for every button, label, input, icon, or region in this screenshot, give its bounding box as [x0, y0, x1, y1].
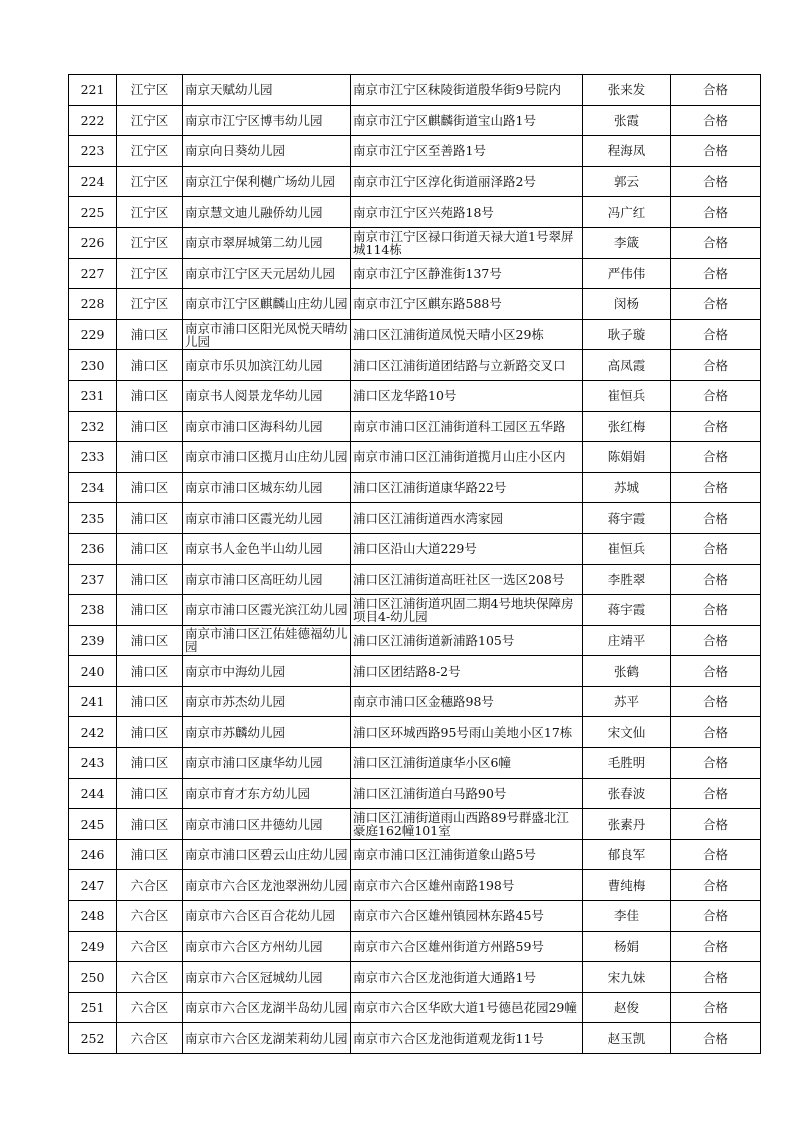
result-cell: 合格	[671, 75, 761, 106]
district-cell: 浦口区	[117, 350, 183, 381]
person-in-charge-cell: 张来发	[583, 75, 671, 106]
address-cell: 南京市江宁区淳化街道丽泽路2号	[351, 166, 583, 197]
district-cell: 江宁区	[117, 136, 183, 167]
table-row	[69, 75, 761, 106]
person-in-charge-cell: 高凤霞	[583, 350, 671, 381]
person-in-charge-cell: 张霞	[583, 105, 671, 136]
district-cell: 江宁区	[117, 166, 183, 197]
address-cell: 南京市六合区雄州镇园林东路45号	[351, 901, 583, 932]
result-cell: 合格	[671, 962, 761, 993]
district-cell: 江宁区	[117, 197, 183, 228]
kindergarten-name-cell: 南京市六合区龙池翠洲幼儿园	[183, 870, 351, 901]
district-cell: 浦口区	[117, 839, 183, 870]
district-cell: 浦口区	[117, 533, 183, 564]
person-in-charge-cell: 李箴	[583, 227, 671, 258]
address-cell: 南京市六合区雄州南路198号	[351, 870, 583, 901]
result-cell: 合格	[671, 166, 761, 197]
table-row	[69, 442, 761, 473]
district-cell: 浦口区	[117, 442, 183, 473]
address-cell: 南京市江宁区麒麟街道宝山路1号	[351, 105, 583, 136]
kindergarten-name-cell: 南京市中海幼儿园	[183, 656, 351, 687]
address-cell: 浦口区环城西路95号雨山美地小区17栋	[351, 717, 583, 748]
address-cell: 浦口区江浦街道新浦路105号	[351, 625, 583, 656]
person-in-charge-cell: 李佳	[583, 901, 671, 932]
district-cell: 六合区	[117, 992, 183, 1023]
kindergarten-name-cell: 南京市苏杰幼儿园	[183, 686, 351, 717]
person-in-charge-cell: 苏城	[583, 472, 671, 503]
row-number: 224	[69, 166, 117, 197]
result-cell: 合格	[671, 258, 761, 289]
result-cell: 合格	[671, 564, 761, 595]
address-cell: 浦口区龙华路10号	[351, 380, 583, 411]
kindergarten-name-cell: 南京市浦口区高旺幼儿园	[183, 564, 351, 595]
table-row	[69, 870, 761, 901]
person-in-charge-cell: 毛胜明	[583, 748, 671, 779]
kindergarten-name-cell: 南京市浦口区揽月山庄幼儿园	[183, 442, 351, 473]
district-cell: 六合区	[117, 901, 183, 932]
kindergarten-name-cell: 南京市苏麟幼儿园	[183, 717, 351, 748]
district-cell: 浦口区	[117, 778, 183, 809]
kindergarten-name-cell: 南京市育才东方幼儿园	[183, 778, 351, 809]
district-cell: 浦口区	[117, 411, 183, 442]
table-row	[69, 411, 761, 442]
result-cell: 合格	[671, 870, 761, 901]
row-number: 245	[69, 809, 117, 840]
row-number: 231	[69, 380, 117, 411]
result-cell: 合格	[671, 105, 761, 136]
address-cell: 南京市六合区龙池街道大通路1号	[351, 962, 583, 993]
table-row	[69, 289, 761, 320]
person-in-charge-cell: 郁良军	[583, 839, 671, 870]
district-cell: 浦口区	[117, 472, 183, 503]
row-number: 227	[69, 258, 117, 289]
kindergarten-name-cell: 南京市浦口区阳光凤悦天晴幼儿园	[183, 319, 351, 350]
table-row	[69, 931, 761, 962]
table-row	[69, 901, 761, 932]
table-row	[69, 380, 761, 411]
row-number: 226	[69, 227, 117, 258]
table-row	[69, 564, 761, 595]
kindergarten-name-cell: 南京江宁保利樾广场幼儿园	[183, 166, 351, 197]
district-cell: 浦口区	[117, 564, 183, 595]
result-cell: 合格	[671, 197, 761, 228]
kindergarten-name-cell: 南京市六合区百合花幼儿园	[183, 901, 351, 932]
kindergarten-name-cell: 南京市浦口区康华幼儿园	[183, 748, 351, 779]
result-cell: 合格	[671, 778, 761, 809]
kindergarten-name-cell: 南京市浦口区碧云山庄幼儿园	[183, 839, 351, 870]
person-in-charge-cell: 程海凤	[583, 136, 671, 167]
row-number: 223	[69, 136, 117, 167]
row-number: 242	[69, 717, 117, 748]
row-number: 225	[69, 197, 117, 228]
table-row	[69, 197, 761, 228]
result-cell: 合格	[671, 227, 761, 258]
address-cell: 浦口区江浦街道团结路与立新路交叉口	[351, 350, 583, 381]
row-number: 230	[69, 350, 117, 381]
person-in-charge-cell: 崔恒兵	[583, 533, 671, 564]
table-row	[69, 625, 761, 656]
address-cell: 浦口区江浦街道巩固二期4号地块保障房项目4-幼儿园	[351, 595, 583, 626]
district-cell: 江宁区	[117, 105, 183, 136]
person-in-charge-cell: 蒋宇霞	[583, 595, 671, 626]
address-cell: 浦口区沿山大道229号	[351, 533, 583, 564]
table-row	[69, 350, 761, 381]
district-cell: 六合区	[117, 1023, 183, 1054]
kindergarten-name-cell: 南京市六合区龙湖茉莉幼儿园	[183, 1023, 351, 1054]
result-cell: 合格	[671, 992, 761, 1023]
table-row	[69, 136, 761, 167]
kindergarten-name-cell: 南京书人阅景龙华幼儿园	[183, 380, 351, 411]
result-cell: 合格	[671, 839, 761, 870]
result-cell: 合格	[671, 1023, 761, 1054]
row-number: 238	[69, 595, 117, 626]
result-cell: 合格	[671, 625, 761, 656]
row-number: 246	[69, 839, 117, 870]
result-cell: 合格	[671, 931, 761, 962]
address-cell: 浦口区江浦街道高旺社区一选区208号	[351, 564, 583, 595]
result-cell: 合格	[671, 595, 761, 626]
district-cell: 浦口区	[117, 319, 183, 350]
table-row	[69, 227, 761, 258]
table-row	[69, 962, 761, 993]
address-cell: 南京市江宁区静淮街137号	[351, 258, 583, 289]
table-row	[69, 533, 761, 564]
address-cell: 南京市六合区华欧大道1号德邑花园29幢	[351, 992, 583, 1023]
person-in-charge-cell: 闵杨	[583, 289, 671, 320]
kindergarten-name-cell: 南京市浦口区海科幼儿园	[183, 411, 351, 442]
result-cell: 合格	[671, 533, 761, 564]
address-cell: 浦口区团结路8-2号	[351, 656, 583, 687]
row-number: 239	[69, 625, 117, 656]
person-in-charge-cell: 李胜翠	[583, 564, 671, 595]
table-row	[69, 258, 761, 289]
district-cell: 六合区	[117, 931, 183, 962]
kindergarten-name-cell: 南京市浦口区江佑娃德福幼儿园	[183, 625, 351, 656]
kindergarten-name-cell: 南京市六合区方州幼儿园	[183, 931, 351, 962]
person-in-charge-cell: 赵俊	[583, 992, 671, 1023]
result-cell: 合格	[671, 411, 761, 442]
row-number: 248	[69, 901, 117, 932]
result-cell: 合格	[671, 901, 761, 932]
row-number: 222	[69, 105, 117, 136]
table-row	[69, 686, 761, 717]
row-number: 236	[69, 533, 117, 564]
address-cell: 南京市浦口区江浦街道象山路5号	[351, 839, 583, 870]
table-row	[69, 105, 761, 136]
table-row	[69, 472, 761, 503]
district-cell: 浦口区	[117, 503, 183, 534]
table-row	[69, 717, 761, 748]
kindergarten-inspection-table	[68, 74, 761, 1054]
kindergarten-name-cell: 南京市浦口区城东幼儿园	[183, 472, 351, 503]
row-number: 237	[69, 564, 117, 595]
row-number: 221	[69, 75, 117, 106]
row-number: 241	[69, 686, 117, 717]
row-number: 234	[69, 472, 117, 503]
table-row	[69, 748, 761, 779]
result-cell: 合格	[671, 656, 761, 687]
row-number: 243	[69, 748, 117, 779]
row-number: 235	[69, 503, 117, 534]
row-number: 240	[69, 656, 117, 687]
row-number: 229	[69, 319, 117, 350]
result-cell: 合格	[671, 748, 761, 779]
address-cell: 南京市江宁区麒东路588号	[351, 289, 583, 320]
district-cell: 浦口区	[117, 625, 183, 656]
kindergarten-name-cell: 南京市江宁区天元居幼儿园	[183, 258, 351, 289]
table-row	[69, 992, 761, 1023]
kindergarten-name-cell: 南京市浦口区霞光滨江幼儿园	[183, 595, 351, 626]
district-cell: 江宁区	[117, 75, 183, 106]
person-in-charge-cell: 杨娟	[583, 931, 671, 962]
kindergarten-name-cell: 南京市翠屏城第二幼儿园	[183, 227, 351, 258]
person-in-charge-cell: 耿子璇	[583, 319, 671, 350]
table-row	[69, 595, 761, 626]
row-number: 232	[69, 411, 117, 442]
kindergarten-name-cell: 南京书人金色半山幼儿园	[183, 533, 351, 564]
district-cell: 江宁区	[117, 227, 183, 258]
table-row	[69, 1023, 761, 1054]
result-cell: 合格	[671, 442, 761, 473]
person-in-charge-cell: 苏平	[583, 686, 671, 717]
table-row	[69, 839, 761, 870]
row-number: 233	[69, 442, 117, 473]
table-row	[69, 503, 761, 534]
address-cell: 浦口区江浦街道白马路90号	[351, 778, 583, 809]
table-row	[69, 319, 761, 350]
kindergarten-name-cell: 南京向日葵幼儿园	[183, 136, 351, 167]
district-cell: 六合区	[117, 870, 183, 901]
person-in-charge-cell: 陈娟娟	[583, 442, 671, 473]
result-cell: 合格	[671, 686, 761, 717]
kindergarten-name-cell: 南京市江宁区麒麟山庄幼儿园	[183, 289, 351, 320]
district-cell: 浦口区	[117, 748, 183, 779]
district-cell: 浦口区	[117, 686, 183, 717]
district-cell: 六合区	[117, 962, 183, 993]
table-row	[69, 656, 761, 687]
person-in-charge-cell: 张红梅	[583, 411, 671, 442]
person-in-charge-cell: 冯广红	[583, 197, 671, 228]
kindergarten-name-cell: 南京市浦口区井德幼儿园	[183, 809, 351, 840]
address-cell: 南京市江宁区秣陵街道殷华街9号院内	[351, 75, 583, 106]
district-cell: 江宁区	[117, 258, 183, 289]
row-number: 249	[69, 931, 117, 962]
district-cell: 浦口区	[117, 380, 183, 411]
result-cell: 合格	[671, 503, 761, 534]
address-cell: 南京市浦口区江浦街道科工园区五华路	[351, 411, 583, 442]
address-cell: 南京市江宁区禄口街道天禄大道1号翠屏城114栋	[351, 227, 583, 258]
row-number: 251	[69, 992, 117, 1023]
person-in-charge-cell: 崔恒兵	[583, 380, 671, 411]
row-number: 244	[69, 778, 117, 809]
table-row	[69, 778, 761, 809]
person-in-charge-cell: 曹纯梅	[583, 870, 671, 901]
kindergarten-name-cell: 南京市乐贝加滨江幼儿园	[183, 350, 351, 381]
person-in-charge-cell: 宋九妹	[583, 962, 671, 993]
address-cell: 浦口区江浦街道西水湾家园	[351, 503, 583, 534]
person-in-charge-cell: 蒋宇霞	[583, 503, 671, 534]
district-cell: 浦口区	[117, 809, 183, 840]
result-cell: 合格	[671, 809, 761, 840]
person-in-charge-cell: 郭云	[583, 166, 671, 197]
address-cell: 南京市江宁区兴苑路18号	[351, 197, 583, 228]
district-cell: 浦口区	[117, 656, 183, 687]
person-in-charge-cell: 庄靖平	[583, 625, 671, 656]
address-cell: 南京市浦口区金穗路98号	[351, 686, 583, 717]
person-in-charge-cell: 严伟伟	[583, 258, 671, 289]
person-in-charge-cell: 宋文仙	[583, 717, 671, 748]
person-in-charge-cell: 张鹤	[583, 656, 671, 687]
kindergarten-name-cell: 南京市浦口区霞光幼儿园	[183, 503, 351, 534]
row-number: 247	[69, 870, 117, 901]
kindergarten-name-cell: 南京市六合区冠城幼儿园	[183, 962, 351, 993]
table-body	[69, 75, 761, 1054]
district-cell: 浦口区	[117, 717, 183, 748]
address-cell: 浦口区江浦街道雨山西路89号群盛北江豪庭162幢101室	[351, 809, 583, 840]
result-cell: 合格	[671, 136, 761, 167]
district-cell: 浦口区	[117, 595, 183, 626]
person-in-charge-cell: 赵玉凯	[583, 1023, 671, 1054]
kindergarten-name-cell: 南京慧文迪儿融侨幼儿园	[183, 197, 351, 228]
table-row	[69, 166, 761, 197]
row-number: 252	[69, 1023, 117, 1054]
table-row	[69, 809, 761, 840]
address-cell: 浦口区江浦街道凤悦天晴小区29栋	[351, 319, 583, 350]
result-cell: 合格	[671, 319, 761, 350]
kindergarten-name-cell: 南京市江宁区博韦幼儿园	[183, 105, 351, 136]
address-cell: 浦口区江浦街道康华路22号	[351, 472, 583, 503]
person-in-charge-cell: 张春波	[583, 778, 671, 809]
result-cell: 合格	[671, 289, 761, 320]
kindergarten-name-cell: 南京天赋幼儿园	[183, 75, 351, 106]
result-cell: 合格	[671, 717, 761, 748]
district-cell: 江宁区	[117, 289, 183, 320]
address-cell: 南京市浦口区江浦街道揽月山庄小区内	[351, 442, 583, 473]
address-cell: 南京市六合区龙池街道观龙街11号	[351, 1023, 583, 1054]
address-cell: 浦口区江浦街道康华小区6幢	[351, 748, 583, 779]
result-cell: 合格	[671, 350, 761, 381]
person-in-charge-cell: 张素丹	[583, 809, 671, 840]
address-cell: 南京市江宁区至善路1号	[351, 136, 583, 167]
result-cell: 合格	[671, 472, 761, 503]
row-number: 228	[69, 289, 117, 320]
address-cell: 南京市六合区雄州街道方州路59号	[351, 931, 583, 962]
kindergarten-name-cell: 南京市六合区龙湖半岛幼儿园	[183, 992, 351, 1023]
row-number: 250	[69, 962, 117, 993]
result-cell: 合格	[671, 380, 761, 411]
